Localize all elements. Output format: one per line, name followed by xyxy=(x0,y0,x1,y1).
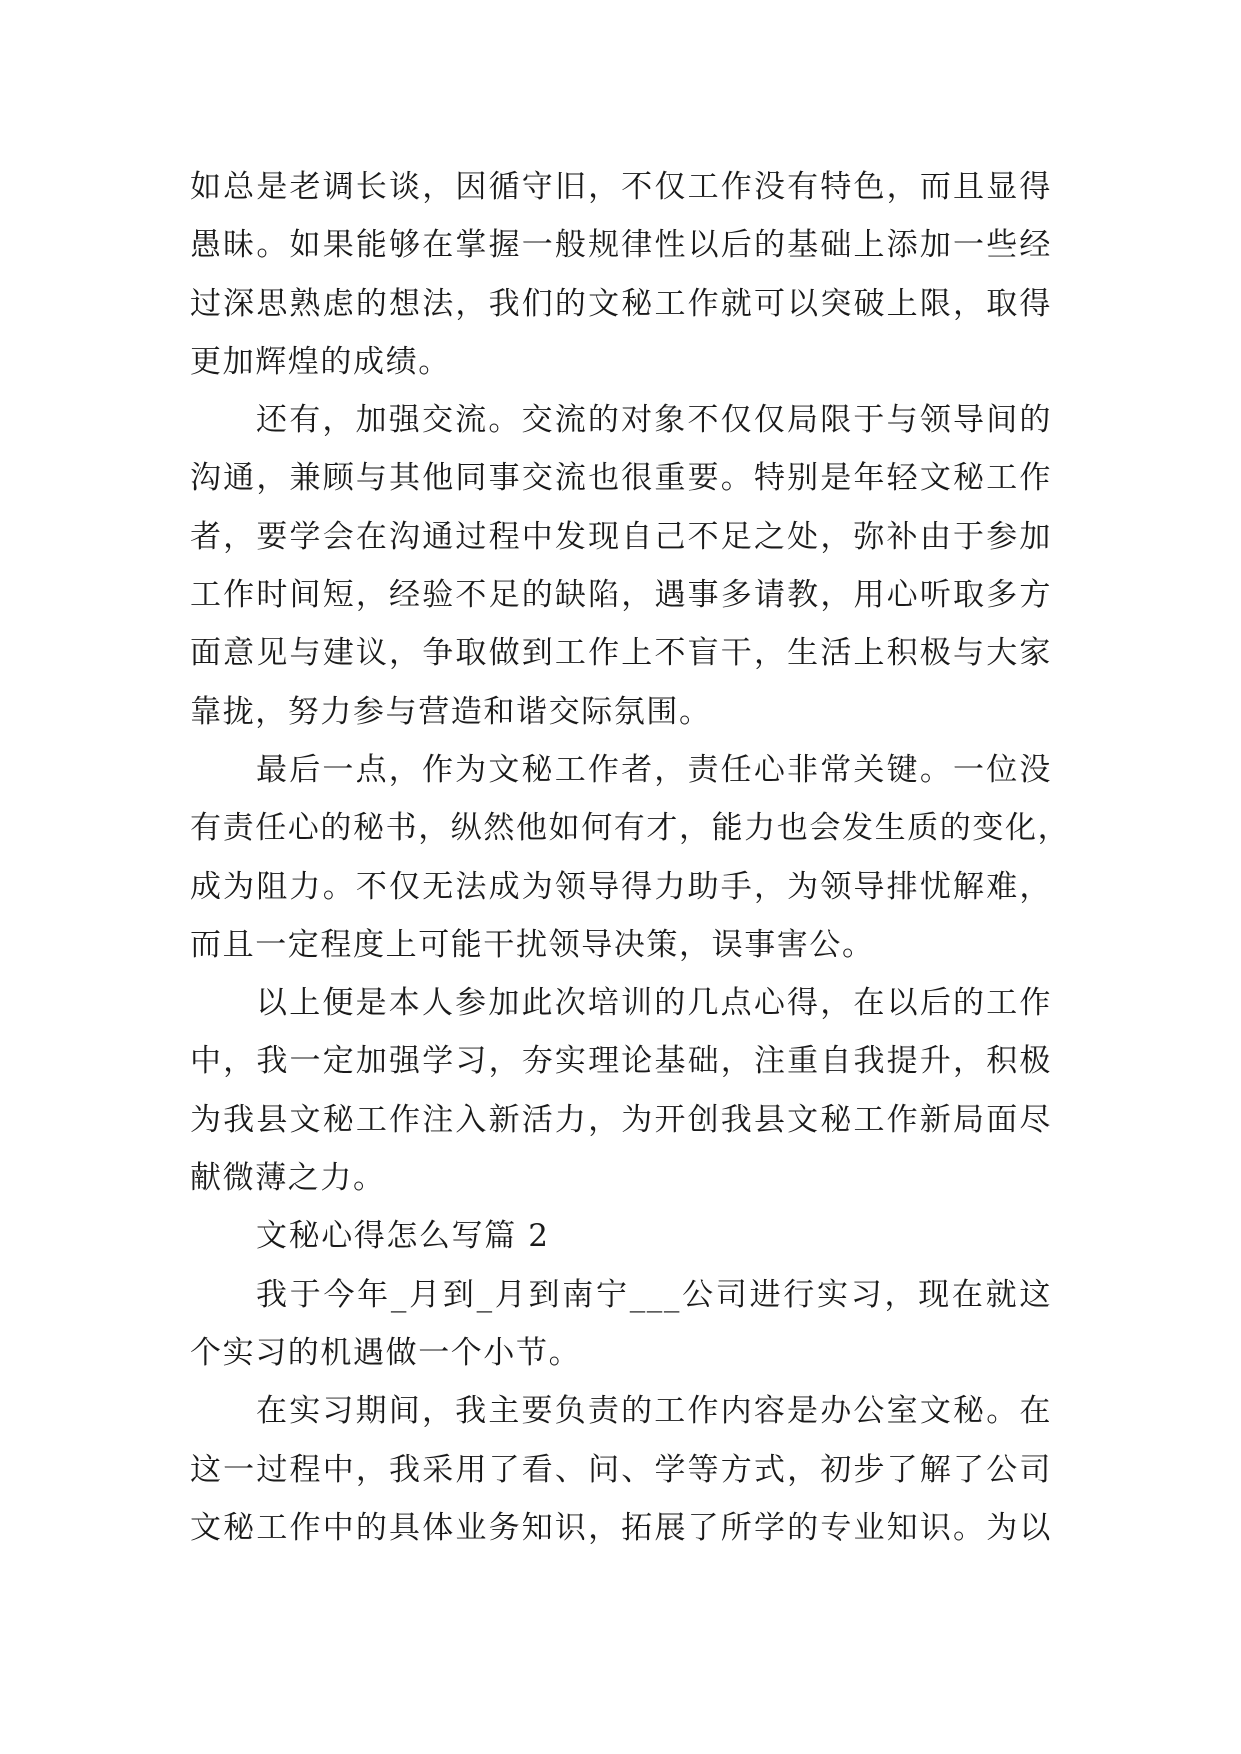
text-line: 文秘心得怎么写篇 2 xyxy=(256,1218,550,1255)
text-line: 我于今年_月到_月到南宁___公司进行实习，现在就这 xyxy=(256,1276,1052,1313)
text-line: 有责任心的秘书，纵然他如何有才，能力也会发生质的变化， xyxy=(190,810,1071,847)
text-line: 工作时间短，经验不足的缺陷，遇事多请教，用心听取多方 xyxy=(190,577,1052,614)
text-line: 在实习期间，我主要负责的工作内容是办公室文秘。在 xyxy=(256,1393,1052,1430)
text-line: 过深思熟虑的想法，我们的文秘工作就可以突破上限，取得 xyxy=(190,285,1052,322)
paragraph xyxy=(190,974,1052,1207)
text-line: 文秘工作中的具体业务知识，拓展了所学的专业知识。为以 xyxy=(190,1509,1052,1546)
text-line: 还有，加强交流。交流的对象不仅仅局限于与领导间的 xyxy=(256,402,1052,439)
text-line: 成为阻力。不仅无法成为领导得力助手，为领导排忧解难， xyxy=(190,868,1052,905)
text-line: 而且一定程度上可能干扰领导决策，误事害公。 xyxy=(190,926,875,963)
text-line: 如总是老调长谈，因循守旧，不仅工作没有特色，而且显得 xyxy=(190,169,1052,205)
text-line: 这一过程中，我采用了看、问、学等方式，初步了解了公司 xyxy=(190,1451,1052,1488)
text-line: 更加辉煌的成绩。 xyxy=(190,343,451,380)
paragraph xyxy=(190,158,1052,391)
paragraph xyxy=(190,1382,1052,1557)
text-line: 沟通，兼顾与其他同事交流也很重要。特别是年轻文秘工作 xyxy=(190,460,1052,497)
text-line: 献微薄之力。 xyxy=(190,1160,386,1197)
text-line: 愚昧。如果能够在掌握一般规律性以后的基础上添加一些经 xyxy=(190,227,1052,264)
text-line: 者，要学会在沟通过程中发现自己不足之处，弥补由于参加 xyxy=(190,518,1052,555)
paragraph xyxy=(190,1266,1052,1383)
text-line: 最后一点，作为文秘工作者，责任心非常关键。一位没 xyxy=(256,751,1052,788)
paragraph xyxy=(190,741,1071,974)
text-line: 靠拢，努力参与营造和谐交际氛围。 xyxy=(190,693,712,730)
text-line: 为我县文秘工作注入新活力，为开创我县文秘工作新局面尽 xyxy=(190,1101,1052,1138)
paragraph xyxy=(190,1207,1052,1265)
text-line: 个实习的机遇做一个小节。 xyxy=(190,1334,582,1371)
paragraph xyxy=(190,391,1052,741)
document-body xyxy=(190,158,1071,1557)
text-line: 以上便是本人参加此次培训的几点心得，在以后的工作 xyxy=(256,985,1052,1022)
text-line: 面意见与建议，争取做到工作上不盲干，生活上积极与大家 xyxy=(190,635,1052,672)
text-line: 中，我一定加强学习，夯实理论基础，注重自我提升，积极 xyxy=(190,1043,1052,1080)
